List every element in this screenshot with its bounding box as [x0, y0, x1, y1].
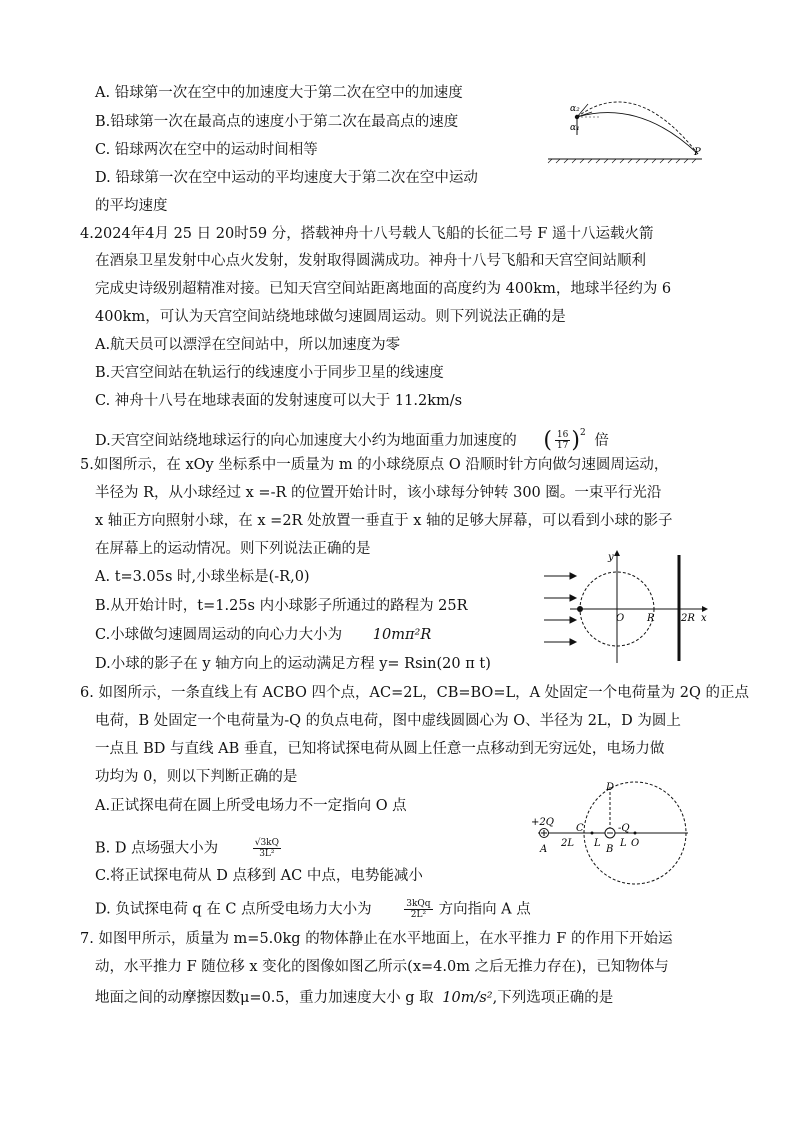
q3-option-a: A. 铅球第一次在空中的加速度大于第二次在空中的加速度: [95, 85, 463, 101]
q6-stem-line1: 6. 如图所示，一条直线上有 ACBO 四个点，AC=2L，CB=BO=L，A 处固定一个电荷量为 2Q 的正点: [80, 685, 750, 701]
q4-option-d: D.天宫空间站绕地球运行的向心加速度大小约为地面重力加速度的 ( $\frac{16}{17}$ )$^2$ 倍: [95, 427, 609, 453]
point-c-label: C: [576, 823, 584, 834]
q6-option-d-suffix: 方向指向 A 点: [438, 901, 531, 918]
q7-stem-line3-suffix: ,下列选项正确的是: [492, 990, 614, 1006]
q4-stem-line3: 完成史诗级别超精准对接。已知天宫空间站距离地面的高度约为 400km，地球半径约为 6: [95, 281, 672, 297]
screen-position-label: 2R: [681, 613, 695, 624]
axis-y-label: y: [608, 552, 614, 563]
q4-frac-numerator: 16: [556, 430, 569, 441]
axis-x-label: x: [701, 613, 707, 624]
q5-option-c-text: C.小球做匀速圆周运动的向心力大小为: [95, 627, 343, 643]
point-p-label: P: [694, 147, 701, 158]
q3-option-b: B.铅球第一次在最高点的速度小于第二次在最高点的速度: [95, 114, 459, 130]
point-d-label: D: [606, 782, 615, 793]
q7-stem-line3-text: 地面之间的动摩擦因数μ=0.5，重力加速度大小 g 取: [95, 990, 434, 1006]
q6-option-a: A.正试探电荷在圆上所受电场力不一定指向 O 点: [95, 798, 407, 814]
alpha2-label: α₂: [570, 104, 580, 114]
q4-stem-line2: 在酒泉卫星发射中心点火发射，发射取得圆满成功。神舟十八号飞船和天宫空间站顺利: [95, 253, 646, 269]
q6-option-b: [95, 838, 287, 859]
alpha1-label: α₁: [570, 123, 580, 133]
q5-stem-line1: 5.如图所示，在 xOy 坐标系中一质量为 m 的小球绕原点 O 沿顺时针方向做匀速圆周运动，: [80, 457, 669, 473]
charge-neg-q-label: -Q: [618, 823, 630, 834]
q4-option-b: B.天宫空间站在轨运行的线速度小于同步卫星的线速度: [95, 365, 444, 381]
shot-put-trajectory-figure: [540, 92, 710, 164]
q4-option-d-suffix: 倍: [594, 432, 609, 449]
q7-stem-line1: 7. 如图甲所示，质量为 m=5.0kg 的物体静止在水平地面上，在水平推力 F 的作用下开始运: [80, 931, 673, 947]
q6-stem-line2: 电荷，B 处固定一个电荷量为-Q 的负点电荷，图中虚线圆圆心为 O、半径为 2L，D 为圆上: [95, 713, 681, 729]
q5-option-a: A. t=3.05s 时,小球坐标是(-R,0): [95, 569, 310, 585]
q7-gravity-formula: 10m/s²: [442, 990, 493, 1006]
q6-d-denominator: 2L²: [410, 910, 427, 920]
q5-option-c: [95, 625, 431, 645]
q4-stem-line1: 4.2024年4月 25 日 20时59 分，搭载神舟十八号载人飞船的长征二号 F 遥十八运载火箭: [80, 226, 654, 242]
q6-option-d-text: D. 负试探电荷 q 在 C 点所受电场力大小为: [95, 901, 372, 918]
q5-option-c-formula: 10mπ²R: [372, 627, 432, 643]
q5-stem-line4: 在屏幕上的运动情况。则下列说法正确的是: [95, 541, 371, 557]
circular-motion-shadow-figure: [540, 548, 715, 666]
charge-2q-label: +2Q: [531, 817, 554, 828]
q6-option-c: C.将正试探电荷从 D 点移到 AC 中点，电势能减小: [95, 868, 423, 884]
q3-option-c: C. 铅球两次在空中的运动时间相等: [95, 142, 318, 158]
q4-option-c: C. 神舟十八号在地球表面的发射速度可以大于 11.2km/s: [95, 393, 463, 409]
length-cb-label: L: [594, 838, 601, 849]
q5-stem-line2: 半径为 R，从小球经过 x =-R 的位置开始计时，该小球每分钟转 300 圈。一束平行光沿: [95, 485, 662, 501]
q7-stem-line3: [95, 988, 613, 1008]
point-b-label: B: [606, 844, 614, 855]
q6-option-d: [95, 899, 531, 920]
q6-b-denominator: 3L²: [259, 849, 275, 859]
q5-stem-line3: x 轴正方向照射小球，在 x =2R 处放置一垂直于 x 轴的足够大屏幕，可以看到小球的影子: [95, 513, 673, 529]
q3-option-d-cont: 的平均速度: [95, 198, 168, 214]
q6-d-numerator: 3kQq: [406, 899, 431, 909]
q5-option-d: D.小球的影子在 y 轴方向上的运动满足方程 y= Rsin(20 π t): [95, 656, 491, 672]
q7-stem-line2: 动，水平推力 F 随位移 x 变化的图像如图乙所示(x=4.0m 之后无推力存在)，已知物体与: [95, 959, 669, 975]
point-o-label: O: [631, 838, 640, 849]
q4-option-d-text: D.天宫空间站绕地球运行的向心加速度大小约为地面重力加速度的: [95, 432, 517, 449]
q6-stem-line3: 一点且 BD 与直线 AB 垂直，已知将试探电荷从圆上任意一点移动到无穷远处，电场力做: [95, 741, 665, 757]
q6-option-b-text: B. D 点场强大小为: [95, 840, 219, 857]
length-ac-label: 2L: [561, 838, 575, 849]
q4-stem-line4: 400km，可认为天宫空间站绕地球做匀速圆周运动。则下列说法正确的是: [95, 309, 566, 325]
q4-frac-denominator: 17: [556, 441, 569, 452]
q4-exponent: 2: [579, 428, 586, 438]
point-a-label: A: [540, 844, 548, 855]
q3-option-d: D. 铅球第一次在空中运动的平均速度大于第二次在空中运动: [95, 170, 478, 186]
q5-option-b: B.从开始计时，t=1.25s 内小球影子所通过的路程为 25R: [95, 598, 468, 614]
radius-label: R: [647, 613, 655, 624]
q6-b-numerator: √3kQ: [254, 838, 280, 848]
q4-option-a: A.航天员可以漂浮在空间站中，所以加速度为零: [95, 337, 401, 353]
length-bo-label: L: [620, 838, 627, 849]
origin-label: O: [616, 613, 625, 624]
point-charges-circle-figure: [528, 780, 698, 892]
q6-stem-line4: 功均为 0，则以下判断正确的是: [95, 769, 298, 785]
